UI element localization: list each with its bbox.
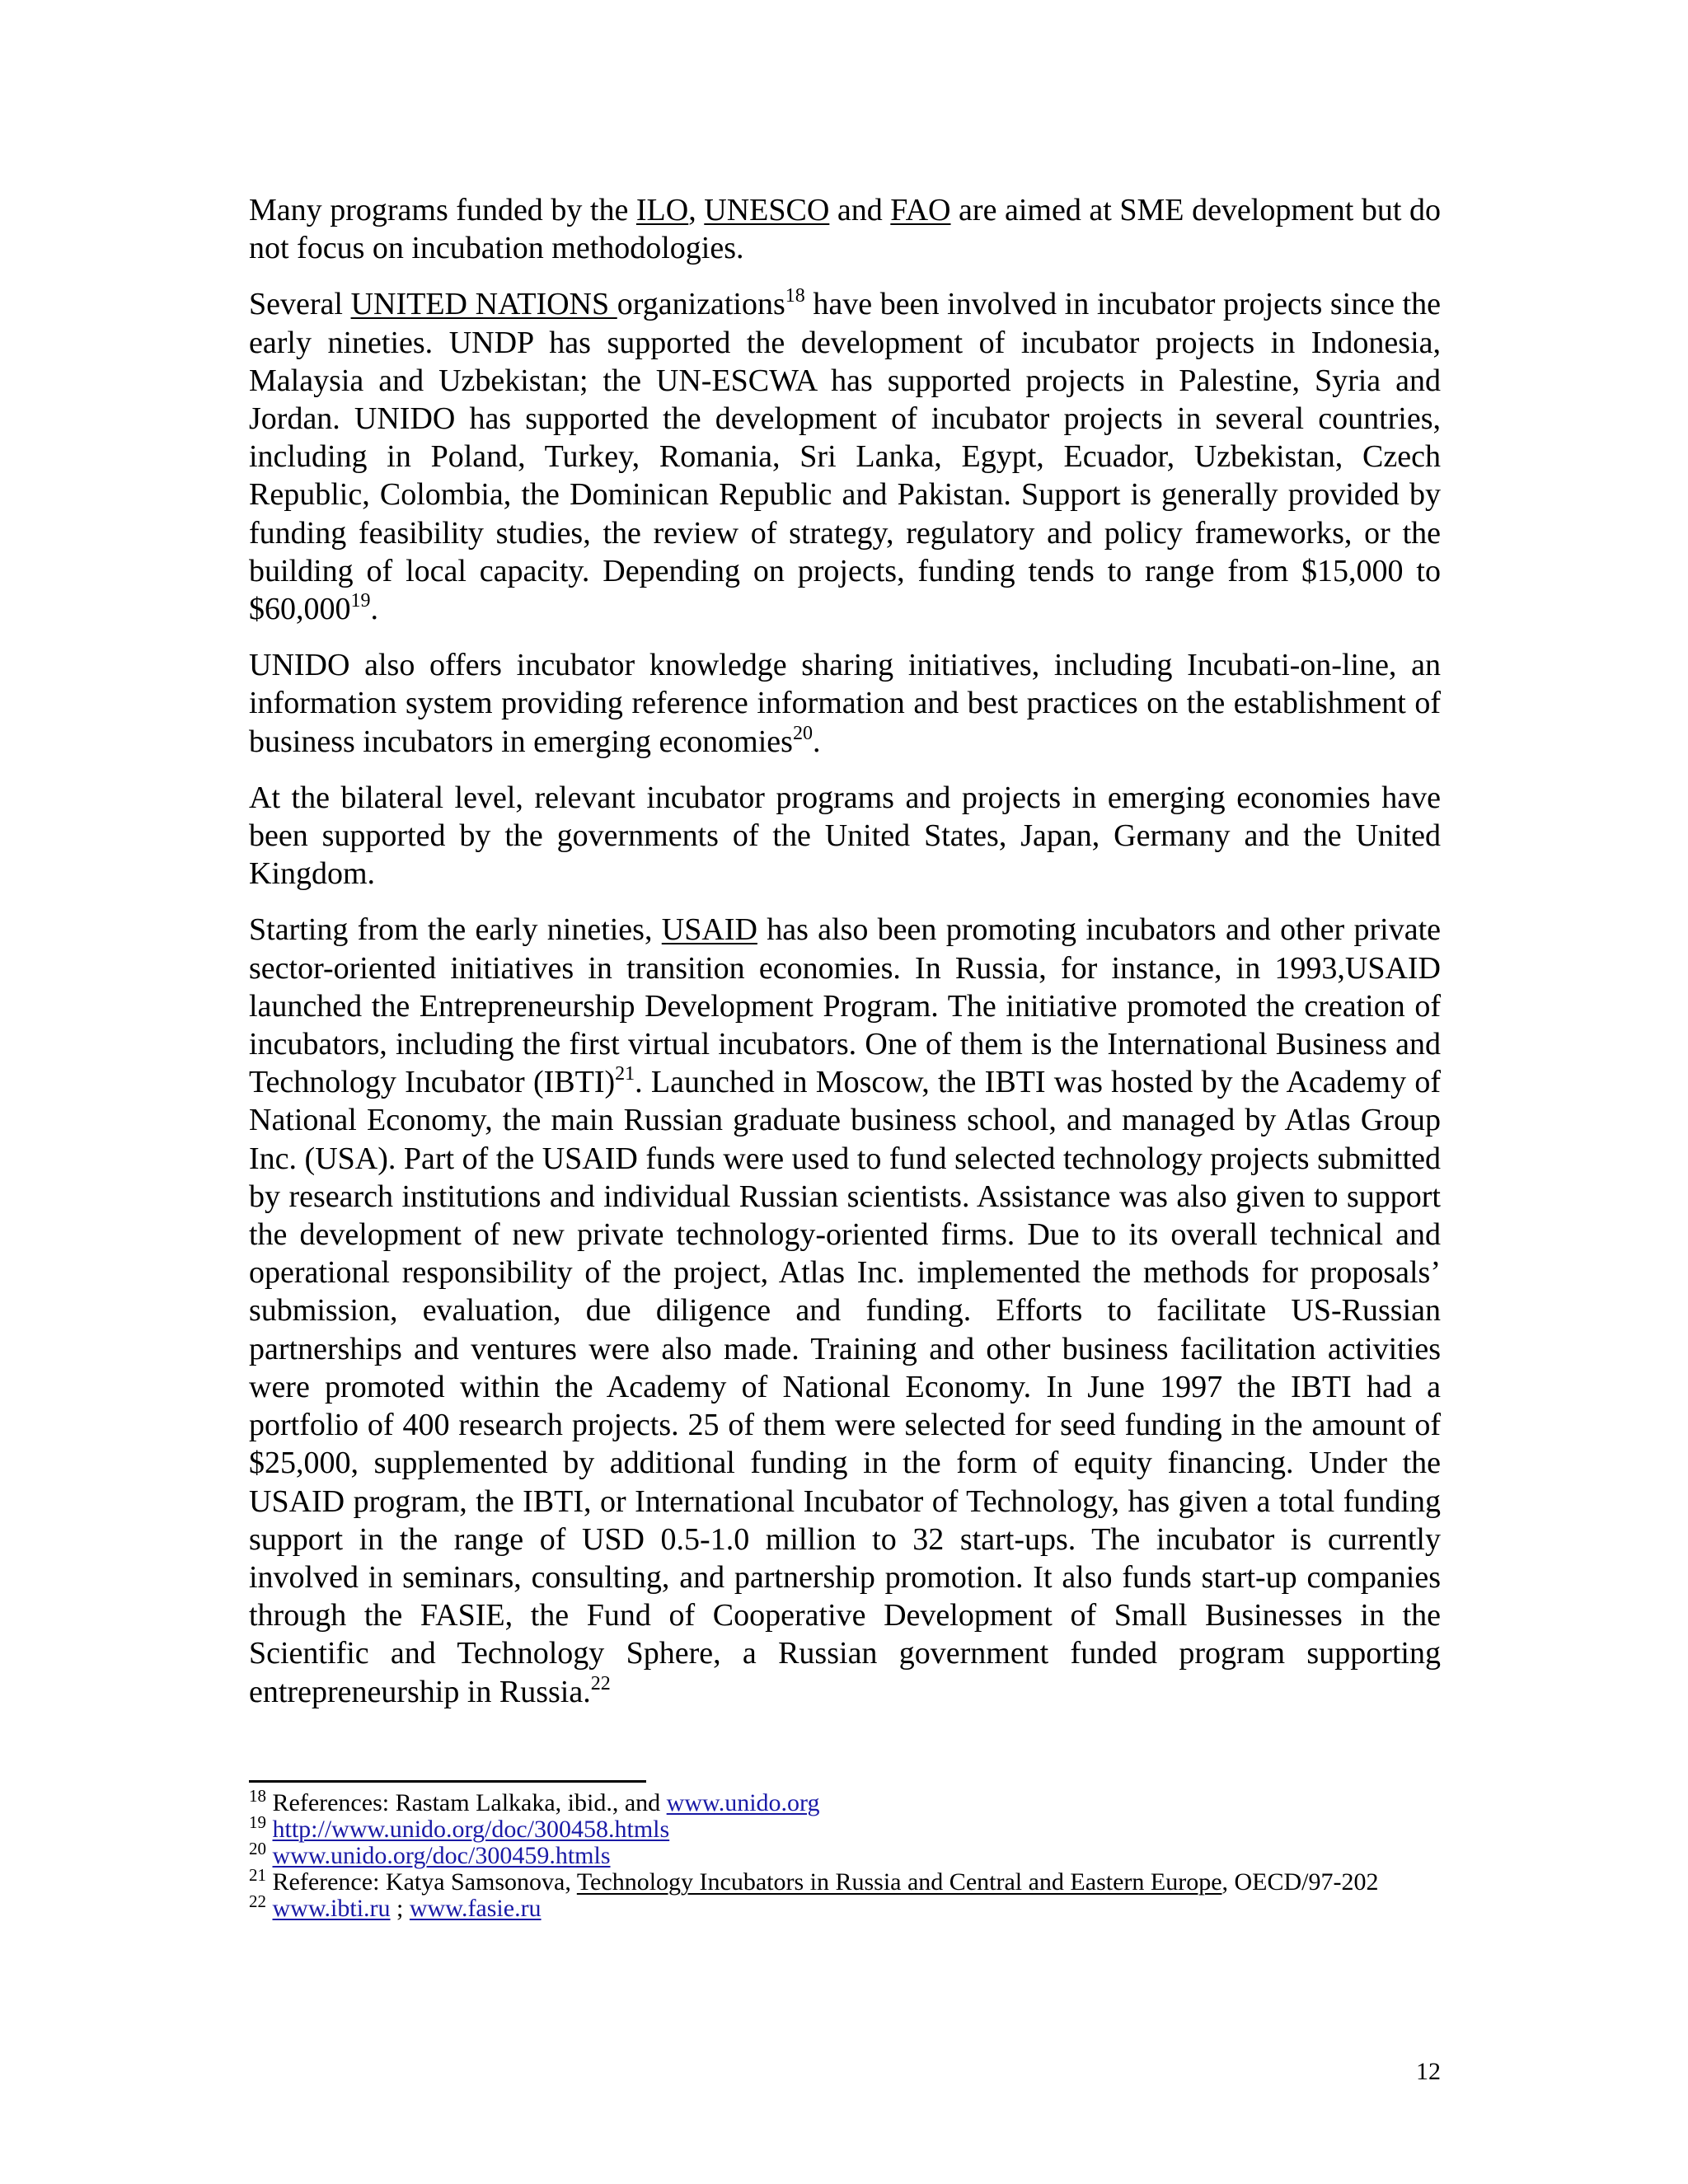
footnote-22: [249, 1891, 1441, 1922]
text-run: Several: [249, 287, 351, 322]
paragraph-3: [249, 646, 1441, 761]
unido-doc-300459-link[interactable]: www.unido.org/doc/300459.htmls: [272, 1842, 611, 1869]
footnote-number: 18: [249, 1786, 266, 1806]
footnote-ref-20[interactable]: 20: [792, 722, 813, 744]
text-run: Starting from the early nineties,: [249, 912, 662, 948]
footnote-20: [249, 1839, 1441, 1869]
footnote-ref-18[interactable]: 18: [785, 285, 805, 307]
page-number: 12: [1416, 2058, 1441, 2085]
footnote-ref-21[interactable]: 21: [615, 1063, 635, 1085]
body-text: [249, 191, 1441, 1711]
footnote-text: [266, 1816, 273, 1843]
footnote-number: 21: [249, 1865, 266, 1885]
footnote-number: 22: [249, 1891, 266, 1911]
text-run: . Launched in Moscow, the IBTI was hosted by the Academy of National Economy, the main Russian graduate business school, and managed by Atlas Group Inc. (USA). Part of the USAID funds were used to fund selected technology projects submitted by research institutions and individual Russian scientists. Assistance was also given to support the development of new private technology-oriented firms. Due to its overall technical and operational responsibility of the project, Atlas Inc. implemented the methods for proposals’ submission, evaluation, due diligence and funding. Efforts to facilitate US-Russian partnerships and ventures were also made. Training and other business facilitation activities were promoted within the Academy of National Economy. In June 1997 the IBTI had a portfolio of 400 research projects. 25 of them were selected for seed funding in the amount of $25,000, supplemented by additional funding in the form of equity financing. Under the USAID program, the IBTI, or International Incubator of Technology, has given a total funding support in the range of USD 0.5-1.0 million to 32 start-ups. The incubator is currently involved in seminars, consulting, and partnership promotion. It also funds start-up companies through the FASIE, the Fund of Cooperative Development of Small Businesses in the Scientific and Technology Sphere, a Russian government funded program supporting entrepreneurship in Russia.: [249, 1065, 1442, 1709]
text-run: ,: [688, 193, 705, 227]
unido-link[interactable]: www.unido.org: [666, 1789, 820, 1816]
paragraph-5: [249, 911, 1441, 1710]
text-run: .: [370, 592, 378, 627]
unesco-link[interactable]: UNESCO: [704, 193, 830, 227]
footnotes: [249, 1786, 1441, 1922]
fasie-link[interactable]: www.fasie.ru: [409, 1895, 542, 1922]
text-run: organizations: [617, 287, 785, 322]
ilo-link[interactable]: ILO: [635, 193, 689, 227]
fao-link[interactable]: FAO: [890, 193, 951, 227]
paragraph-2: [249, 285, 1441, 628]
reference-title: Technology Incubators in Russia and Central and Eastern Europe: [576, 1868, 1222, 1896]
text-run: are aimed at SME development but do not focus on incubation methodologies.: [249, 193, 1442, 266]
footnote-separator: [249, 1780, 646, 1783]
footnote-18: [249, 1786, 1441, 1816]
ibti-link[interactable]: www.ibti.ru: [272, 1895, 391, 1922]
footnote-ref-22[interactable]: 22: [590, 1672, 611, 1694]
text-run: .: [812, 724, 821, 759]
paragraph-1: [249, 191, 1441, 267]
footnote-ref-19[interactable]: 19: [350, 590, 371, 612]
text-run: At the bilateral level, relevant incubator programs and projects in emerging economies have been supported by the governments of the United States, Japan, Germany and the United Kingdom.: [249, 780, 1441, 892]
footnote-number: 20: [249, 1839, 266, 1858]
text-run: Many programs funded by the: [249, 193, 636, 227]
footnote-text: Reference: Katya Samsonova,: [266, 1868, 577, 1896]
unido-doc-300458-link[interactable]: http://www.unido.org/doc/300458.htmls: [272, 1816, 670, 1843]
footnote-text: [266, 1895, 273, 1922]
footnote-19: [249, 1812, 1441, 1843]
footnote-text: , OECD/97-202: [1221, 1868, 1379, 1896]
united-nations-link[interactable]: UNITED NATIONS: [350, 287, 617, 322]
text-run: have been involved in incubator projects since the early nineties. UNDP has supported the development of incubator projects in Indonesia, Malaysia and Uzbekistan; the UN-ESCWA has supported projects in Palestine, Syria and Jordan. UNIDO has supported the development of incubator projects in several countries, including in Poland, Turkey, Romania, Sri Lanka, Egypt, Ecuador, Uzbekistan, Czech Republic, Colombia, the Dominican Republic and Pakistan. Support is generally provided by funding feasibility studies, the review of strategy, regulatory and policy frameworks, or the building of local capacity. Depending on projects, funding tends to range from $15,000 to $60,000: [249, 287, 1441, 627]
footnote-text: ;: [390, 1895, 410, 1922]
footnote-text: References: Rastam Lalkaka, ibid., and: [266, 1789, 667, 1816]
footnote-number: 19: [249, 1812, 266, 1832]
paragraph-4: [249, 779, 1441, 893]
text-run: and: [829, 193, 891, 227]
usaid-link[interactable]: USAID: [661, 912, 757, 948]
text-run: has also been promoting incubators and other private sector-oriented initiatives in transition economies. In Russia, for instance, in 1993,USAID launched the Entrepreneurship Development Program. The initiative promoted the creation of incubators, including the first virtual incubators. One of them is the International Business and Technology Incubator (IBTI): [249, 912, 1441, 1100]
text-run: UNIDO also offers incubator knowledge sharing initiatives, including Incubati-on-line, an information system providing reference information and best practices on the establishment of business incubators in emerging economies: [249, 648, 1441, 759]
footnote-text: [266, 1842, 273, 1869]
footnote-21: [249, 1865, 1441, 1896]
